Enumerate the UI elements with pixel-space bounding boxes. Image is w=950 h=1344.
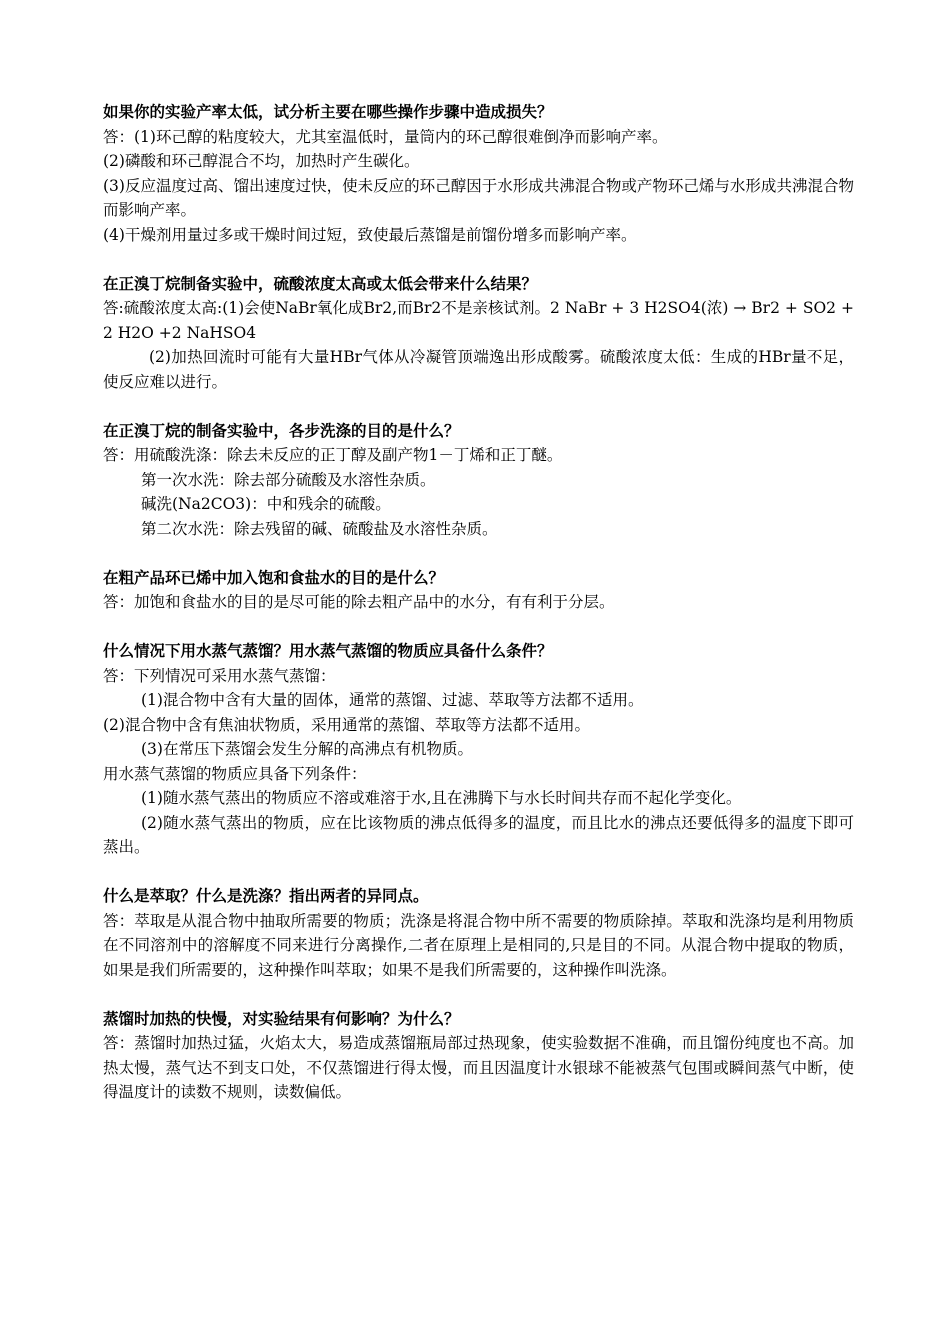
qa-section-4 xyxy=(103,566,854,615)
qa-section-5 xyxy=(103,639,854,860)
qa-section-6 xyxy=(103,884,854,982)
qa-section-1 xyxy=(103,100,854,247)
answer-line: (1)混合物中含有大量的固体，通常的蒸馏、过滤、萃取等方法都不适用。 xyxy=(141,691,644,709)
answer-line: 答：加饱和食盐水的目的是尽可能的除去粗产品中的水分，有有利于分层。 xyxy=(103,593,615,611)
answer-line: 答：萃取是从混合物中抽取所需要的物质；洗涤是将混合物中所不需要的物质除掉。萃取和洗涤均是利用物质在不同溶剂中的溶解度不同来进行分离操作,二者在原理上是相同的,只是目的不同。从混合物中提取的物质，如果是我们所需要的，这种操作叫萃取；如果不是我们所需要的，这种操作叫洗涤。 xyxy=(103,911,854,979)
question-heading: 如果你的实验产率太低，试分析主要在哪些操作步骤中造成损失？ xyxy=(103,103,553,121)
answer-line: (4)干燥剂用量过多或干燥时间过短，致使最后蒸馏是前馏份增多而影响产率。 xyxy=(103,225,637,244)
answer-line: (3)反应温度过高、馏出速度过快，使未反应的环己醇因于水形成共沸混合物或产物环己烯与水形成共沸混合物而影响产率。 xyxy=(103,176,854,219)
qa-section-3 xyxy=(103,419,854,542)
answer-line: (2)随水蒸气蒸出的物质，应在比该物质的沸点低得多的温度，而且比水的沸点还要低得多的温度下即可蒸出。 xyxy=(103,813,854,856)
qa-section-7 xyxy=(103,1007,854,1105)
answer-line: (3)在常压下蒸馏会发生分解的高沸点有机物质。 xyxy=(141,740,473,758)
answer-line: (2)混合物中含有焦油状物质，采用通常的蒸馏、萃取等方法都不适用。 xyxy=(103,715,590,734)
answer-line: 第一次水洗：除去部分硫酸及水溶性杂质。 xyxy=(141,470,436,489)
answer-line: (1)随水蒸气蒸出的物质应不溶或难溶于水,且在沸腾下与水长时间共存而不起化学变化。 xyxy=(141,789,742,807)
answer-line: 答：蒸馏时加热过猛，火焰太大，易造成蒸馏瓶局部过热现象，使实验数据不准确，而且馏份纯度也不高。加热太慢，蒸气达不到支口处，不仅蒸馏进行得太慢，而且因温度计水银球不能被蒸气包围或瞬间蒸气中断，使得温度计的读数不规则，读数偏低。 xyxy=(103,1034,854,1101)
answer-line: 答：下列情况可采用水蒸气蒸馏： xyxy=(103,666,336,685)
answer-line: 答：用硫酸洗涤：除去未反应的正丁醇及副产物1－丁烯和正丁醚。 xyxy=(103,446,563,464)
question-heading: 蒸馏时加热的快慢，对实验结果有何影响？为什么？ xyxy=(103,1009,460,1028)
qa-section-2 xyxy=(103,272,854,395)
answer-line: (2)磷酸和环己醇混合不均，加热时产生碳化。 xyxy=(103,152,420,170)
question-heading: 什么是萃取？什么是洗涤？指出两者的异同点。 xyxy=(103,887,429,905)
answer-line: 答：(1)环己醇的粘度较大，尤其室温低时，量筒内的环己醇很难倒净而影响产率。 xyxy=(103,127,668,146)
question-heading: 什么情况下用水蒸气蒸馏？用水蒸气蒸馏的物质应具备什么条件？ xyxy=(103,642,553,660)
answer-line: 第二次水洗：除去残留的碱、硫酸盐及水溶性杂质。 xyxy=(141,519,498,538)
question-heading: 在粗产品环已烯中加入饱和食盐水的目的是什么？ xyxy=(103,568,445,587)
answer-line: 答:硫酸浓度太高:(1)会使NaBr氧化成Br2,而Br2不是亲核试剂。2 NaBr + 3 H2SO4(浓) → Br2 + SO2 + 2 H2O +2 NaHSO4 xyxy=(103,299,854,342)
question-heading: 在正溴丁烷制备实验中，硫酸浓度太高或太低会带来什么结果？ xyxy=(103,274,538,293)
answer-line: 碱洗(Na2CO3)：中和残余的硫酸。 xyxy=(141,495,391,513)
question-heading: 在正溴丁烷的制备实验中，各步洗涤的目的是什么？ xyxy=(103,421,460,440)
answer-line: (2)加热回流时可能有大量HBr气体从冷凝管顶端逸出形成酸雾。硫酸浓度太低：生成的HBr量不足，使反应难以进行。 xyxy=(103,348,854,391)
answer-line: 用水蒸气蒸馏的物质应具备下列条件： xyxy=(103,764,367,783)
